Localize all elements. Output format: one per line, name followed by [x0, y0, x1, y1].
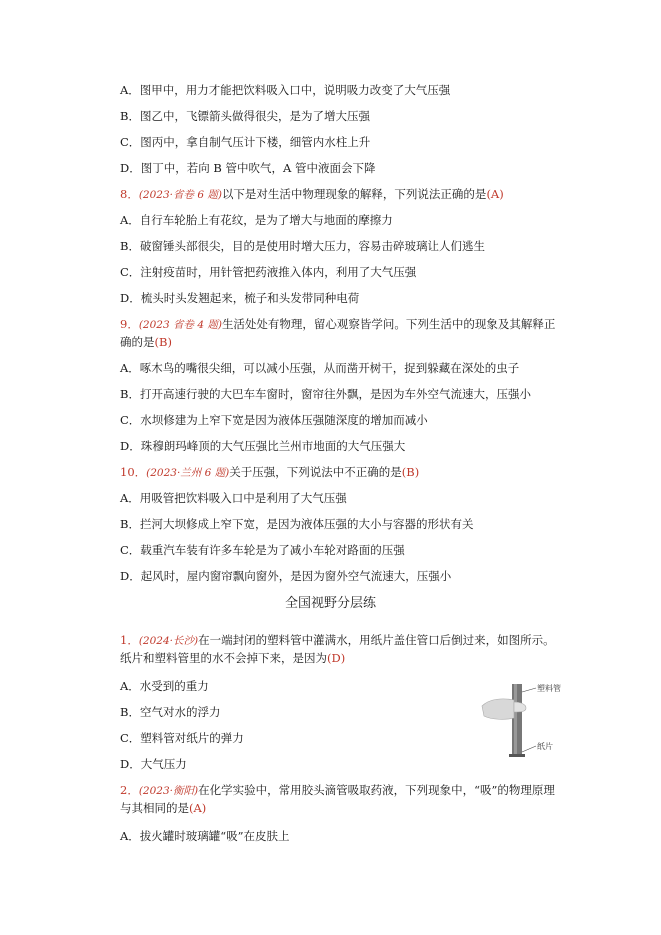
hand-shape: [482, 699, 514, 719]
finger-shape: [514, 702, 526, 712]
n2-option-a: A．拔火罐时玻璃罐“吸”在皮肤上: [120, 829, 290, 843]
national-question-1-stem-cont: [120, 650, 345, 666]
q9-option-c: C．水坝修建为上窄下宽是因为液体压强随深度的增加而减小: [120, 413, 428, 427]
q9-option-b: B．打开高速行驶的大巴车车窗时，窗帘往外飘，是因为车外空气流速大，压强小: [120, 387, 531, 401]
tube-figure: [480, 678, 580, 760]
q10-option-c: C．载重汽车装有许多车轮是为了减小车轮对路面的压强: [120, 543, 405, 557]
question-stem: 以下是对生活中物理现象的解释，下列说法正确的是: [221, 187, 487, 201]
n1-option-d: D．大气压力: [120, 757, 187, 771]
question-9-stem-cont: [120, 334, 172, 350]
question-source: (2023·兰州 6 题): [146, 467, 230, 479]
q8-option-b: B．破窗锤头部很尖，目的是使用时增大压力，容易击碎玻璃让人们逃生: [120, 239, 485, 253]
tube-illustration: [480, 678, 580, 760]
section-title: 全国视野分层练: [284, 596, 376, 611]
question-source: (2023·衡阳): [138, 785, 199, 797]
paper-leader-line: [522, 746, 536, 752]
n1-option-b: B．空气对水的浮力: [120, 705, 221, 719]
question-stem-line1: 在一端封闭的塑料管中灌满水，用纸片盖住管口后倒过来，如图所示。: [198, 633, 555, 647]
tube-leader-line: [522, 688, 536, 692]
question-answer: (B): [401, 465, 420, 479]
q10-option-b: B．拦河大坝修成上窄下宽，是因为液体压强的大小与容器的形状有关: [120, 517, 474, 531]
q10-option-a: A．用吸管把饮料吸入口中是利用了大气压强: [120, 491, 347, 505]
question-stem-line2: 与其相同的是: [120, 801, 189, 815]
prev-option-c: C．图丙中，拿自制气压计下楼，细管内水柱上升: [120, 135, 371, 149]
question-stem-line2: 纸片和塑料管里的水不会掉下来，是因为: [120, 651, 327, 665]
q8-option-d: D．梳头时头发翘起来，梳子和头发带同种电荷: [120, 291, 360, 305]
question-8-stem: [120, 186, 504, 203]
question-source: (2023 省卷 4 题): [138, 319, 222, 331]
paper-label: 纸片: [537, 742, 553, 751]
question-number: 9．: [120, 317, 139, 331]
national-question-1-stem: [120, 632, 555, 649]
question-source: (2024·长沙): [138, 635, 199, 647]
tube-label: 塑料管: [537, 684, 561, 693]
question-number: 1．: [120, 633, 139, 647]
tube-highlight: [514, 684, 517, 756]
question-answer: (A): [486, 187, 504, 201]
question-number: 10．: [120, 465, 147, 479]
question-answer: (D): [327, 651, 346, 665]
n1-option-c: C．塑料管对纸片的弹力: [120, 731, 244, 745]
question-9-stem: [120, 316, 555, 333]
national-question-2-stem-cont: [120, 800, 206, 816]
question-answer: (A): [189, 801, 207, 815]
question-number: 8．: [120, 187, 139, 201]
q9-option-d: D．珠穆朗玛峰顶的大气压强比兰州市地面的大气压强大: [120, 439, 406, 453]
question-number: 2．: [120, 783, 139, 797]
question-source: (2023·省卷 6 题): [138, 189, 222, 201]
question-answer: (B): [154, 335, 172, 349]
question-10-stem: [120, 464, 419, 481]
prev-option-a: A．图甲中，用力才能把饮料吸入口中，说明吸力改变了大气压强: [120, 83, 451, 97]
question-stem-line1: 在化学实验中，常用胶头滴管吸取药液，下列现象中，“吸”的物理原理: [198, 783, 555, 797]
question-stem-line2: 确的是: [120, 335, 155, 349]
national-question-2-stem: [120, 782, 555, 799]
prev-option-b: B．图乙中，飞镖箭头做得很尖，是为了增大压强: [120, 109, 370, 123]
q8-option-a: A．自行车轮胎上有花纹，是为了增大与地面的摩擦力: [120, 213, 393, 227]
question-stem-line1: 生活处处有物理，留心观察皆学问。下列生活中的现象及其解释正: [221, 317, 556, 331]
question-stem: 关于压强，下列说法中不正确的是: [229, 465, 402, 479]
paper-sheet: [509, 754, 525, 757]
q8-option-c: C．注射疫苗时，用针管把药液推入体内，利用了大气压强: [120, 265, 417, 279]
n1-option-a: A．水受到的重力: [120, 679, 209, 693]
q10-option-d: D．起风时，屋内窗帘飘向窗外，是因为窗外空气流速大，压强小: [120, 569, 452, 583]
prev-option-d: D．图丁中，若向 B 管中吹气，A 管中液面会下降: [120, 161, 376, 175]
q9-option-a: A．啄木鸟的嘴很尖细，可以减小压强，从而凿开树干，捉到躲藏在深处的虫子: [120, 361, 520, 375]
